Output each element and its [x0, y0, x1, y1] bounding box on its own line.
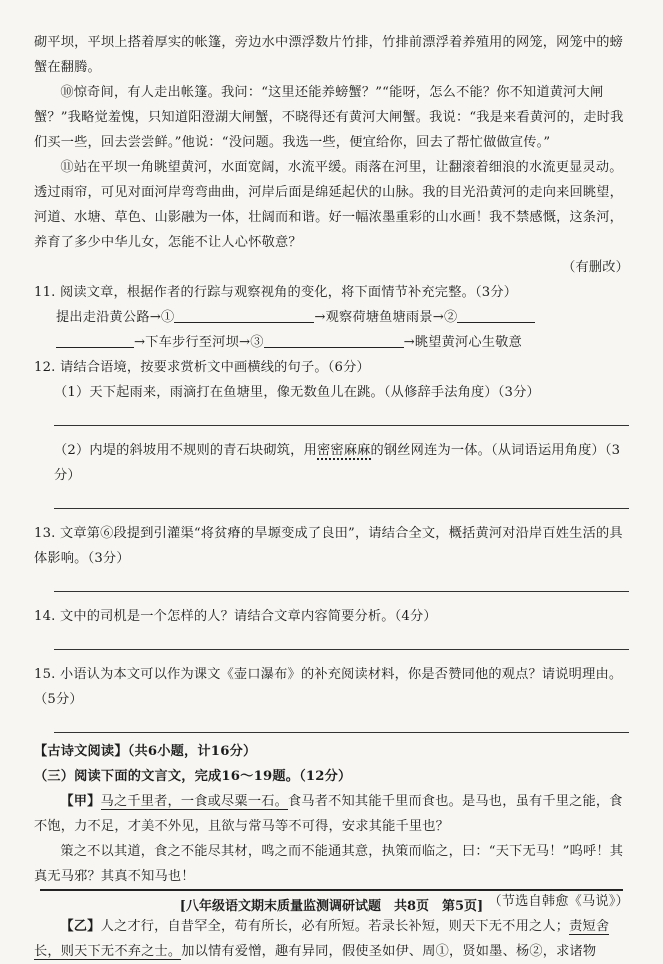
q11-text-2: →观察荷塘鱼塘雨景→②	[314, 310, 458, 325]
answer-line-14[interactable]	[54, 629, 629, 650]
jia-text: 食马者不知其能千里而食也。是马也，虽有千里之能，食不饱，力不足，才美不外见，且欲与常马等不可得，安求其能千里也？	[34, 794, 623, 834]
question-11-stem: 11. 阅读文章，根据作者的行踪与观察视角的变化，将下面情节补充完整。（3分）	[34, 285, 518, 300]
yi-underlined-sentence: 责短舍长，则天下无不弃之士。	[34, 919, 610, 959]
question-12-sub-1: （1）天下起雨来，雨滴打在鱼塘里，像无数鱼儿在跳。（从修辞手法角度）（3分）	[54, 385, 540, 400]
jia-tag: 【甲】	[60, 794, 101, 809]
classical-section-title: 【古诗文阅读】（共6小题，计16分）	[34, 744, 257, 759]
question-11-row-1	[34, 305, 629, 330]
passage-paragraph-10: ⑩惊奇间，有人走出帐篷。我问：“这里还能养螃蟹？”“能呀，怎么不能？你不知道黄河大闸蟹？”我略觉羞愧，只知道阳澄湖大闸蟹，不晓得还有黄河大闸蟹。我说：“我是来看黄河的，走时我们买一些，回去尝尝鲜。”他说：“没问题。我选一些，便宜给你，回去了帮忙做做宣传。”	[34, 85, 624, 150]
question-13: 13. 文章第⑥段提到引灌渠“将贫瘠的旱塬变成了良田”，请结合全文，概括黄河对沿岸百姓生活的具体影响。（3分）	[34, 526, 623, 566]
q12-2-text-a: （2）内堤的斜坡用不规则的青石块砌筑，用	[54, 443, 317, 458]
question-12-sub-2	[34, 438, 629, 488]
yi-text-b: 加以情有爱憎，趣有异同，假使圣如伊、周①，贤如墨、杨②，求诸物	[181, 944, 597, 959]
answer-blank-3[interactable]	[264, 333, 404, 348]
classical-sub-title: （三）阅读下面的文言文，完成16～19题。（12分）	[34, 769, 352, 784]
question-14: 14. 文中的司机是一个怎样的人？请结合文章内容简要分析。（4分）	[34, 609, 437, 624]
jia-paragraph-1	[34, 789, 629, 839]
page-footer: [八年级语文期末质量监测调研试题 共8页 第5页]	[40, 889, 623, 914]
yi-paragraph	[34, 914, 629, 964]
source-note: （有删改）	[562, 260, 629, 275]
question-15: 15. 小语认为本文可以作为课文《壶口瀑布》的补充阅读材料，你是否赞同他的观点？请说明理由。（5分）	[34, 667, 623, 707]
yi-text-a: 人之才行，自昔罕全，苟有所长，必有所短。若录长补短，则天下无不用之人；	[100, 919, 570, 934]
answer-blank-2[interactable]	[457, 308, 535, 323]
question-11-row-2	[34, 330, 629, 355]
jia-underlined-sentence: 马之千里者，一食或尽粟一石。	[100, 794, 288, 809]
yi-tag: 【乙】	[60, 919, 101, 934]
answer-blank-2-cont[interactable]	[56, 333, 134, 348]
jia-source: （节选自韩愈《马说》）	[488, 894, 629, 909]
q11-text-1: 提出走沿黄公路→①	[56, 310, 175, 325]
q11-text-4: →眺望黄河心生敬意	[403, 335, 522, 350]
q12-2-text-b: 的钢丝网连为一体。（从词语运用角度）（3分）	[54, 443, 621, 483]
answer-line-13[interactable]	[54, 571, 629, 592]
answer-blank-1[interactable]	[174, 308, 314, 323]
q12-2-dotted-words: 密密麻麻	[316, 443, 371, 458]
passage-paragraph-11: ⑪站在平坝一角眺望黄河，水面宽阔，水流平缓。雨落在河里，让翻滚着细浪的水流更显灵动。透过雨帘，可见对面河岸弯弯曲曲，河岸后面是绵延起伏的山脉。我的目光沿黄河的走向来回眺望，河道、水塘、草色、山影融为一体，壮阔而和谐。好一幅浓墨重彩的山水画！我不禁感慨，这条河，养育了多少中华儿女，怎能不让人心怀敬意？	[34, 160, 624, 250]
passage-paragraph-continued: 砌平坝，平坝上搭着厚实的帐篷，旁边水中漂浮数片竹排，竹排前漂浮着养殖用的网笼，网笼中的螃蟹在翻腾。	[34, 35, 624, 75]
question-12-stem: 12. 请结合语境，按要求赏析文中画横线的句子。（6分）	[34, 360, 370, 375]
answer-line-12-2[interactable]	[54, 488, 629, 509]
answer-line-12-1[interactable]	[54, 405, 629, 426]
q11-text-3: →下车步行至河坝→③	[134, 335, 264, 350]
jia-paragraph-2: 策之不以其道，食之不能尽其材，鸣之而不能通其意，执策而临之，曰：“天下无马！”呜呼！其真无马邪？其真不知马也！	[34, 844, 624, 884]
answer-line-15[interactable]	[54, 712, 629, 733]
